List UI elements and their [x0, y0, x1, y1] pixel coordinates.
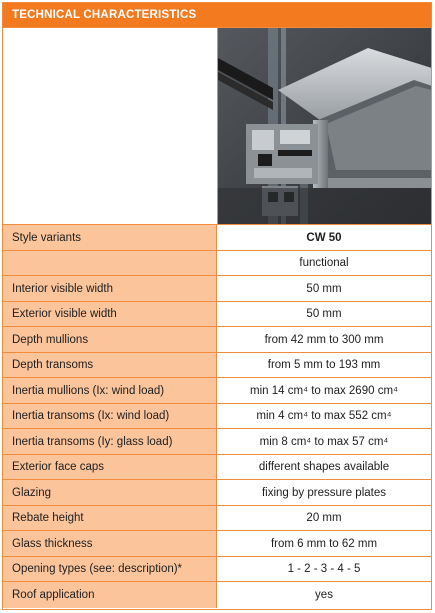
section-title: TECHNICAL CHARACTERISTICS [3, 3, 431, 28]
spec-label: Rebate height [3, 506, 217, 530]
spec-value: yes [217, 582, 431, 608]
style-variants-label: Style variants [3, 225, 217, 250]
spec-value: functional [217, 251, 431, 275]
spec-row [3, 455, 431, 480]
spec-value: from 6 mm to 62 mm [217, 531, 431, 556]
spec-label: Depth transoms [3, 353, 217, 377]
spec-row [3, 506, 431, 531]
spec-row [3, 429, 431, 455]
spec-label: Glazing [3, 480, 217, 505]
spec-label: Inertia mullions (Ix: wind load) [3, 378, 217, 403]
spec-value: min 14 cm⁴ to max 2690 cm⁴ [217, 378, 431, 403]
spec-row [3, 404, 431, 429]
spec-label: Inertia transoms (Ix: wind load) [3, 404, 217, 428]
spec-value: from 42 mm to 300 mm [217, 327, 431, 352]
image-row [3, 28, 431, 225]
spec-value: 50 mm [217, 302, 431, 326]
profile-photo [218, 28, 431, 224]
style-variants-value: CW 50 [217, 225, 431, 250]
spec-row [3, 378, 431, 404]
spec-label: Depth mullions [3, 327, 217, 352]
spec-row [3, 557, 431, 582]
spec-value: 1 - 2 - 3 - 4 - 5 [217, 557, 431, 581]
spec-row [3, 276, 431, 302]
spec-label: Exterior visible width [3, 302, 217, 326]
image-row-empty-cell [3, 28, 218, 224]
spec-label [3, 251, 217, 275]
spec-label: Inertia transoms (Iy: glass load) [3, 429, 217, 454]
style-variants-row [3, 225, 431, 251]
spec-row [3, 531, 431, 557]
spec-label: Glass thickness [3, 531, 217, 556]
spec-row [3, 327, 431, 353]
spec-value: min 8 cm⁴ to max 57 cm⁴ [217, 429, 431, 454]
spec-row [3, 302, 431, 327]
spec-value: different shapes available [217, 455, 431, 479]
spec-row [3, 251, 431, 276]
spec-value: 20 mm [217, 506, 431, 530]
technical-characteristics-sheet [2, 2, 432, 610]
spec-label: Opening types (see: description)* [3, 557, 217, 581]
curtain-wall-profile-illustration [218, 28, 431, 224]
spec-value: 50 mm [217, 276, 431, 301]
spec-label: Interior visible width [3, 276, 217, 301]
spec-row [3, 353, 431, 378]
spec-label: Roof application [3, 582, 217, 608]
spec-row [3, 582, 431, 608]
spec-value: min 4 cm⁴ to max 552 cm⁴ [217, 404, 431, 428]
spec-value: from 5 mm to 193 mm [217, 353, 431, 377]
spec-label: Exterior face caps [3, 455, 217, 479]
spec-row [3, 480, 431, 506]
spec-value: fixing by pressure plates [217, 480, 431, 505]
